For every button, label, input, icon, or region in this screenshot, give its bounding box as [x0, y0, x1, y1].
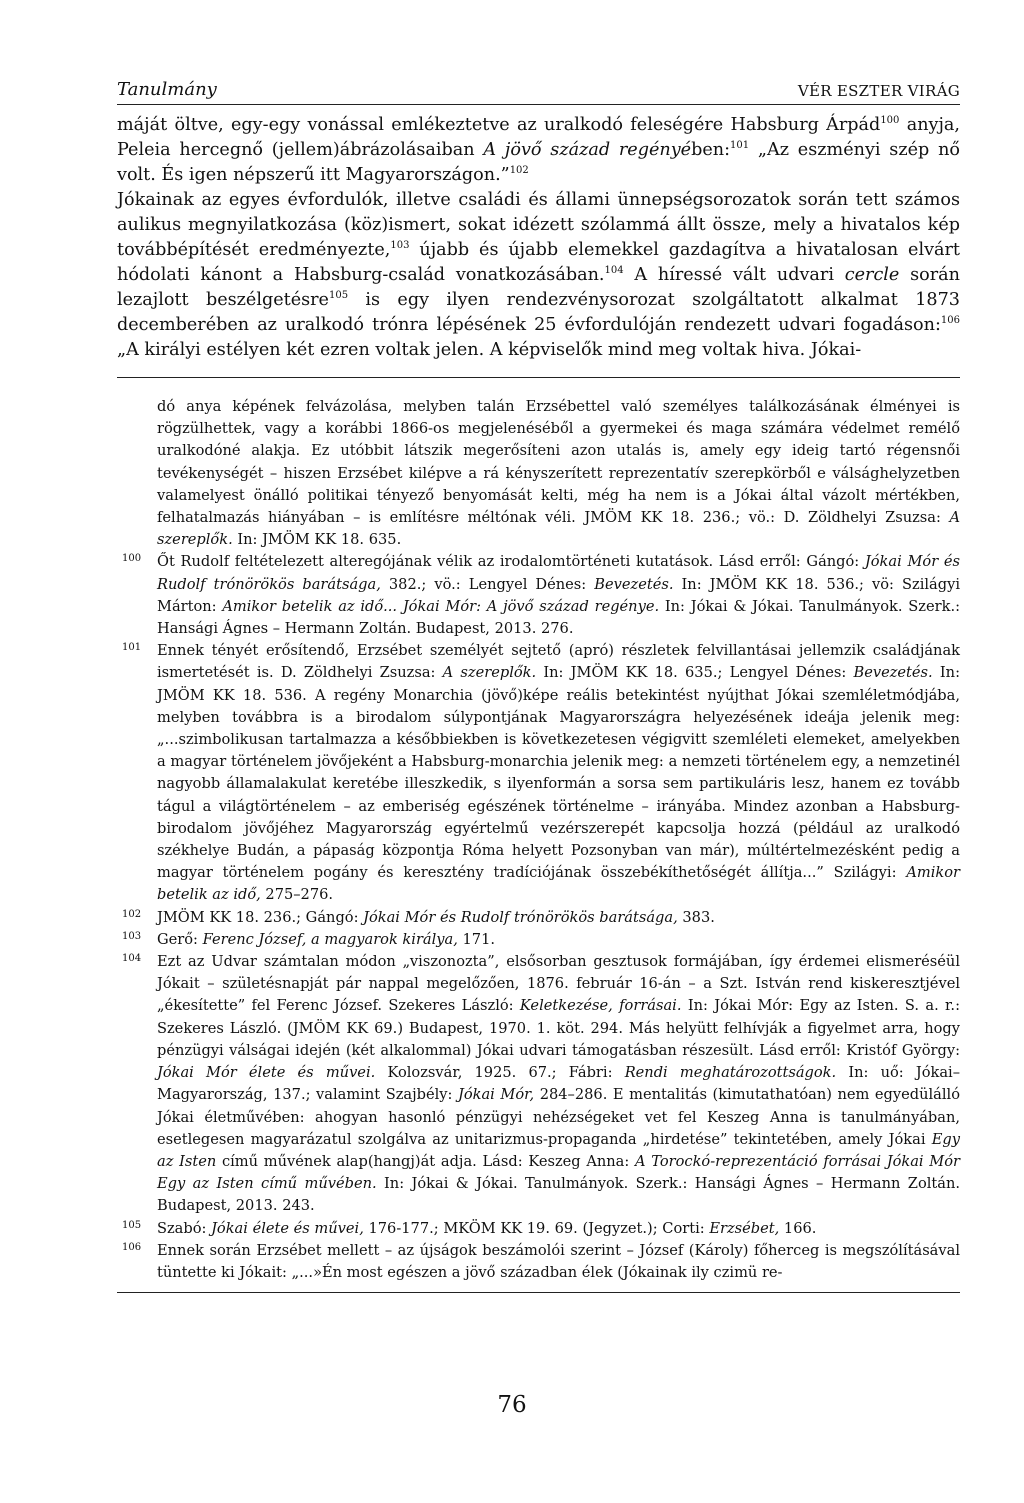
- text-span: In: JMÖM KK 18. 536.; vö: Szilágyi Márton:: [157, 575, 960, 615]
- footnote-103: [117, 929, 960, 951]
- text-span: Jókainak az egyes évfordulók, illetve családi és állami ünnepségsorozatok során tett számos aulikus megnyilatkozása (köz)ismert, sokat idézett szólammá állt össze, mely a hivatalos kép továbbépítését eredményezte,: [117, 190, 960, 260]
- text-span: anyja, Peleia hercegnő (jellem)ábrázolásaiban: [117, 115, 960, 160]
- text-span: JMÖM KK 18. 236.; Gángó:: [157, 908, 364, 926]
- cited-title: Ferenc József, a magyarok királya,: [202, 930, 458, 948]
- text-span: „Az eszményi szép nő volt. És igen népszerű itt Magyarországon.”: [117, 140, 960, 185]
- footnote-ref-102[interactable]: 102: [509, 165, 529, 176]
- header-section: Tanulmány: [117, 79, 217, 100]
- cited-title: Keletkezése, forrásai.: [519, 997, 682, 1015]
- text-span: In: uő: Jókai–Magyarország, 137.; valamint Szajbély:: [157, 1064, 961, 1104]
- cited-title: A szereplők.: [157, 509, 960, 549]
- cited-title: Erzsébet,: [709, 1219, 780, 1237]
- text-span: 382.; vö.: Lengyel Dénes:: [380, 575, 595, 593]
- text-span: Gerő:: [157, 930, 203, 948]
- paragraph-1: [117, 113, 960, 188]
- text-span: In: Jókai Mór: Egy az Isten. S. a. r.: Szekeres László. (JMÖM KK 69.) Budapest, 1970. 1. köt. 294. Más helyütt felhívják a figyelmet arra, hogy pénzügyi válságai idején (két alkalommal) Jókai udvari támogatásban részesült. Lásd erről: Kristóf György:: [157, 997, 960, 1059]
- footnote-number: 104: [122, 953, 142, 965]
- footnote-number: 100: [122, 553, 142, 565]
- text-span: Ennek tényét erősítendő, Erzsébet személyét sejtető (apró) részletek felvillantásai jellemzik családjának ismertetését is. D. Zöldhelyi Zsuzsa:: [157, 642, 960, 682]
- cited-title: Egy az Isten: [157, 1130, 960, 1170]
- text-span: 166.: [779, 1219, 817, 1237]
- text-span: In: Jókai & Jókai. Tanulmányok. Szerk.: Hansági Ágnes – Hermann Zoltán. Budapest, 2013. 243.: [157, 1175, 960, 1215]
- work-title: A jövő század regényé: [483, 140, 692, 160]
- footnote-ref-100[interactable]: 100: [880, 115, 900, 126]
- cited-title: Jókai élete és művei,: [211, 1219, 364, 1237]
- cited-title: Jókai Mór élete és művei.: [157, 1064, 376, 1082]
- text-span: Ezt az Udvar számtalan módon „viszonozta”, elsősorban gesztusok formájában, így érdemei elismeréséül Jókait – születésnapját pár nappal megelőzően, 1876. február 16-án – a Szt. István rend kiskeresztjével „ékesítette” fel Ferenc József. Szekeres László:: [157, 953, 960, 1015]
- header-author: VÉR ESZTER VIRÁG: [797, 82, 960, 100]
- footnotes: [117, 396, 960, 1284]
- page-number: 76: [497, 1392, 527, 1418]
- cited-title: Rendi meghatározottságok.: [624, 1064, 837, 1082]
- text-span: Őt Rudolf feltételezett alteregójának vélik az irodalomtörténeti kutatások. Lásd erről: Gángó:: [157, 553, 865, 571]
- bottom-divider: [117, 1292, 960, 1293]
- text-span: újabb és újabb elemekkel gazdagítva a hivatalosan elvárt hódolati kánont a Habsburg-család vonatkozásában.: [117, 240, 960, 285]
- cited-title: Bevezetés.: [853, 664, 933, 682]
- text-span: 383.: [677, 908, 715, 926]
- footnote-104: [117, 951, 960, 1217]
- text-span: Kolozsvár, 1925. 67.; Fábri:: [375, 1064, 625, 1082]
- footnote-ref-105[interactable]: 105: [328, 290, 349, 301]
- text-span: máját öltve, egy-egy vonással emlékeztetve az uralkodó feleségére Habsburg Árpád: [117, 115, 881, 135]
- cited-title: Amikor betelik az idő... Jókai Mór: A jövő század regénye.: [222, 597, 660, 615]
- text-span: című művének alap(hangj)át adja. Lásd: Keszeg Anna:: [216, 1152, 635, 1170]
- main-text: [117, 113, 960, 363]
- text-span: Ennek során Erzsébet mellett – az újságok beszámolói szerint – József (Károly) főherceg is megszólításával tüntette ki Jókait: „...»Én most egészen a jövő században élek (Jókainak ily czimü re-: [157, 1241, 960, 1281]
- text-span: ben:: [691, 140, 731, 160]
- text-span: A híressé vált udvari: [623, 265, 845, 285]
- footnote-number: 103: [122, 930, 142, 942]
- footnote-ref-106[interactable]: 106: [940, 315, 960, 326]
- text-span: dó anya képének felvázolása, melyben talán Erzsébettel való személyes találkozásának élményei is rögzülhettek, vagy a korábbi 1866-os megjelenéséből a gyermekei és maga számára védelmet remélő uralkodóné alakja. Ez utóbbit látszik megerősíteni azon utalás is, amely egy ideig tartó régensnői tevékenységét – hiszen Erzsébet kilépve a rá kényszerített reprezentatív szerepkörből e válsághelyzetben valamelyest önálló politikai tényező benyomását kelti, még ha nem is a Jókai által vázolt mértékben, felhatalmazás hiányában – is említésre méltónak véli. JMÖM KK 18. 236.; vö.: D. Zöldhelyi Zsuzsa:: [157, 398, 960, 527]
- footnote-106: [117, 1240, 960, 1284]
- paragraph-2: [117, 188, 960, 363]
- cited-title: A szereplők.: [442, 664, 537, 682]
- footnote-number: 105: [122, 1219, 142, 1231]
- term-cercle: cercle: [844, 265, 900, 285]
- footnote-101: [117, 640, 960, 906]
- footnote-ref-104[interactable]: 104: [604, 265, 624, 276]
- cited-title: Jókai Mór,: [457, 1086, 535, 1104]
- footnote-ref-103[interactable]: 103: [390, 240, 410, 251]
- cited-title: Jókai Mór és Rudolf trónörökös barátsága,: [363, 908, 678, 926]
- text-span: is egy ilyen rendezvénysorozat szolgáltatott alkalmat 1873 decemberében az uralkodó trónra lépésének 25 évfordulóján rendezett udvari fogadáson:: [117, 290, 960, 335]
- footnote-continuation: [117, 396, 960, 551]
- footnote-number: 101: [122, 642, 142, 654]
- text-span: In: Jókai & Jókai. Tanulmányok. Szerk.: Hansági Ágnes – Hermann Zoltán. Budapest, 2013. 276.: [157, 597, 961, 638]
- cited-title: Bevezetés.: [594, 575, 674, 593]
- footnote-ref-101[interactable]: 101: [730, 140, 750, 151]
- running-header: [117, 76, 960, 105]
- text-span: 176-177.; MKÖM KK 19. 69. (Jegyzet.); Corti:: [363, 1219, 710, 1237]
- text-span: In: JMÖM KK 18. 635.; Lengyel Dénes:: [536, 664, 854, 682]
- text-span: In: JMÖM KK 18. 536. A regény Monarchia (jövő)képe reális betekintést nyújthat Jókai szemléletmódjába, melyben továbbra is a birodalom súlypontjának Magyarországra helyezésének ideája jelenik meg: „...szimbolikusan tartalmazza a későbbiekben is következetesen végigvitt szemléleti elemeket, amelyekben a magyar történelem jövőjeként a Habsburg-monarchia jelenik meg: a nemzeti történelem egy, a nemzetinél nagyobb államalakulat keretébe illeszkedik, s ilyenformán a sorsa sem partikuláris lesz, hanem ez tovább tágul a világtörténelem – az emberiség egészének történelme – irányába. Mindez azonban a Habsburg-birodalom jövőjéhez Magyarország egyértelmű vezérszerepét kapcsolja hozzá (például az uralkodó székhelye Budán, a pápaság központja Róma helyett Pozsonyban van már), múltértelmezésként pedig a magyar történelem pogány és keresztény tradíciójának összebékíthetőségét állítja...” Szilágyi:: [157, 664, 960, 882]
- text-span: „A királyi estélyen két ezren voltak jelen. A képviselők mind meg voltak hiva. Jókai-: [117, 340, 862, 360]
- text-span: Szabó:: [157, 1219, 212, 1237]
- footnote-100: [117, 551, 960, 640]
- cited-title: A Torockó-reprezentáció forrásai Jókai Mór Egy az Isten című művében.: [157, 1152, 960, 1193]
- text-span: 284–286. E mentalitás (kimutathatóan) nem egyedülálló Jókai életművében: ahogyan hasonló pénzügyi nehézségeket vet fel Keszeg Anna is tanulmányában, esetlegesen magyarázatul szolgálva az unitarizmus-propaganda „hirdetése” tekintetében, amely Jókai: [157, 1086, 960, 1148]
- text-span: során lezajlott beszélgetésre: [117, 265, 961, 310]
- text-span: 171.: [457, 930, 496, 948]
- footnote-105: [117, 1218, 960, 1240]
- footnote-102: [117, 907, 960, 929]
- footnote-number: 106: [122, 1241, 142, 1253]
- text-span: In: JMÖM KK 18. 635.: [232, 531, 402, 549]
- cited-title: Jókai Mór és Rudolf trónörökös barátsága,: [157, 553, 960, 593]
- cited-title: Amikor betelik az idő,: [157, 864, 960, 904]
- footnote-divider: [117, 377, 960, 378]
- text-span: 275–276.: [260, 886, 334, 904]
- page: [117, 76, 960, 1293]
- footnote-number: 102: [122, 908, 142, 920]
